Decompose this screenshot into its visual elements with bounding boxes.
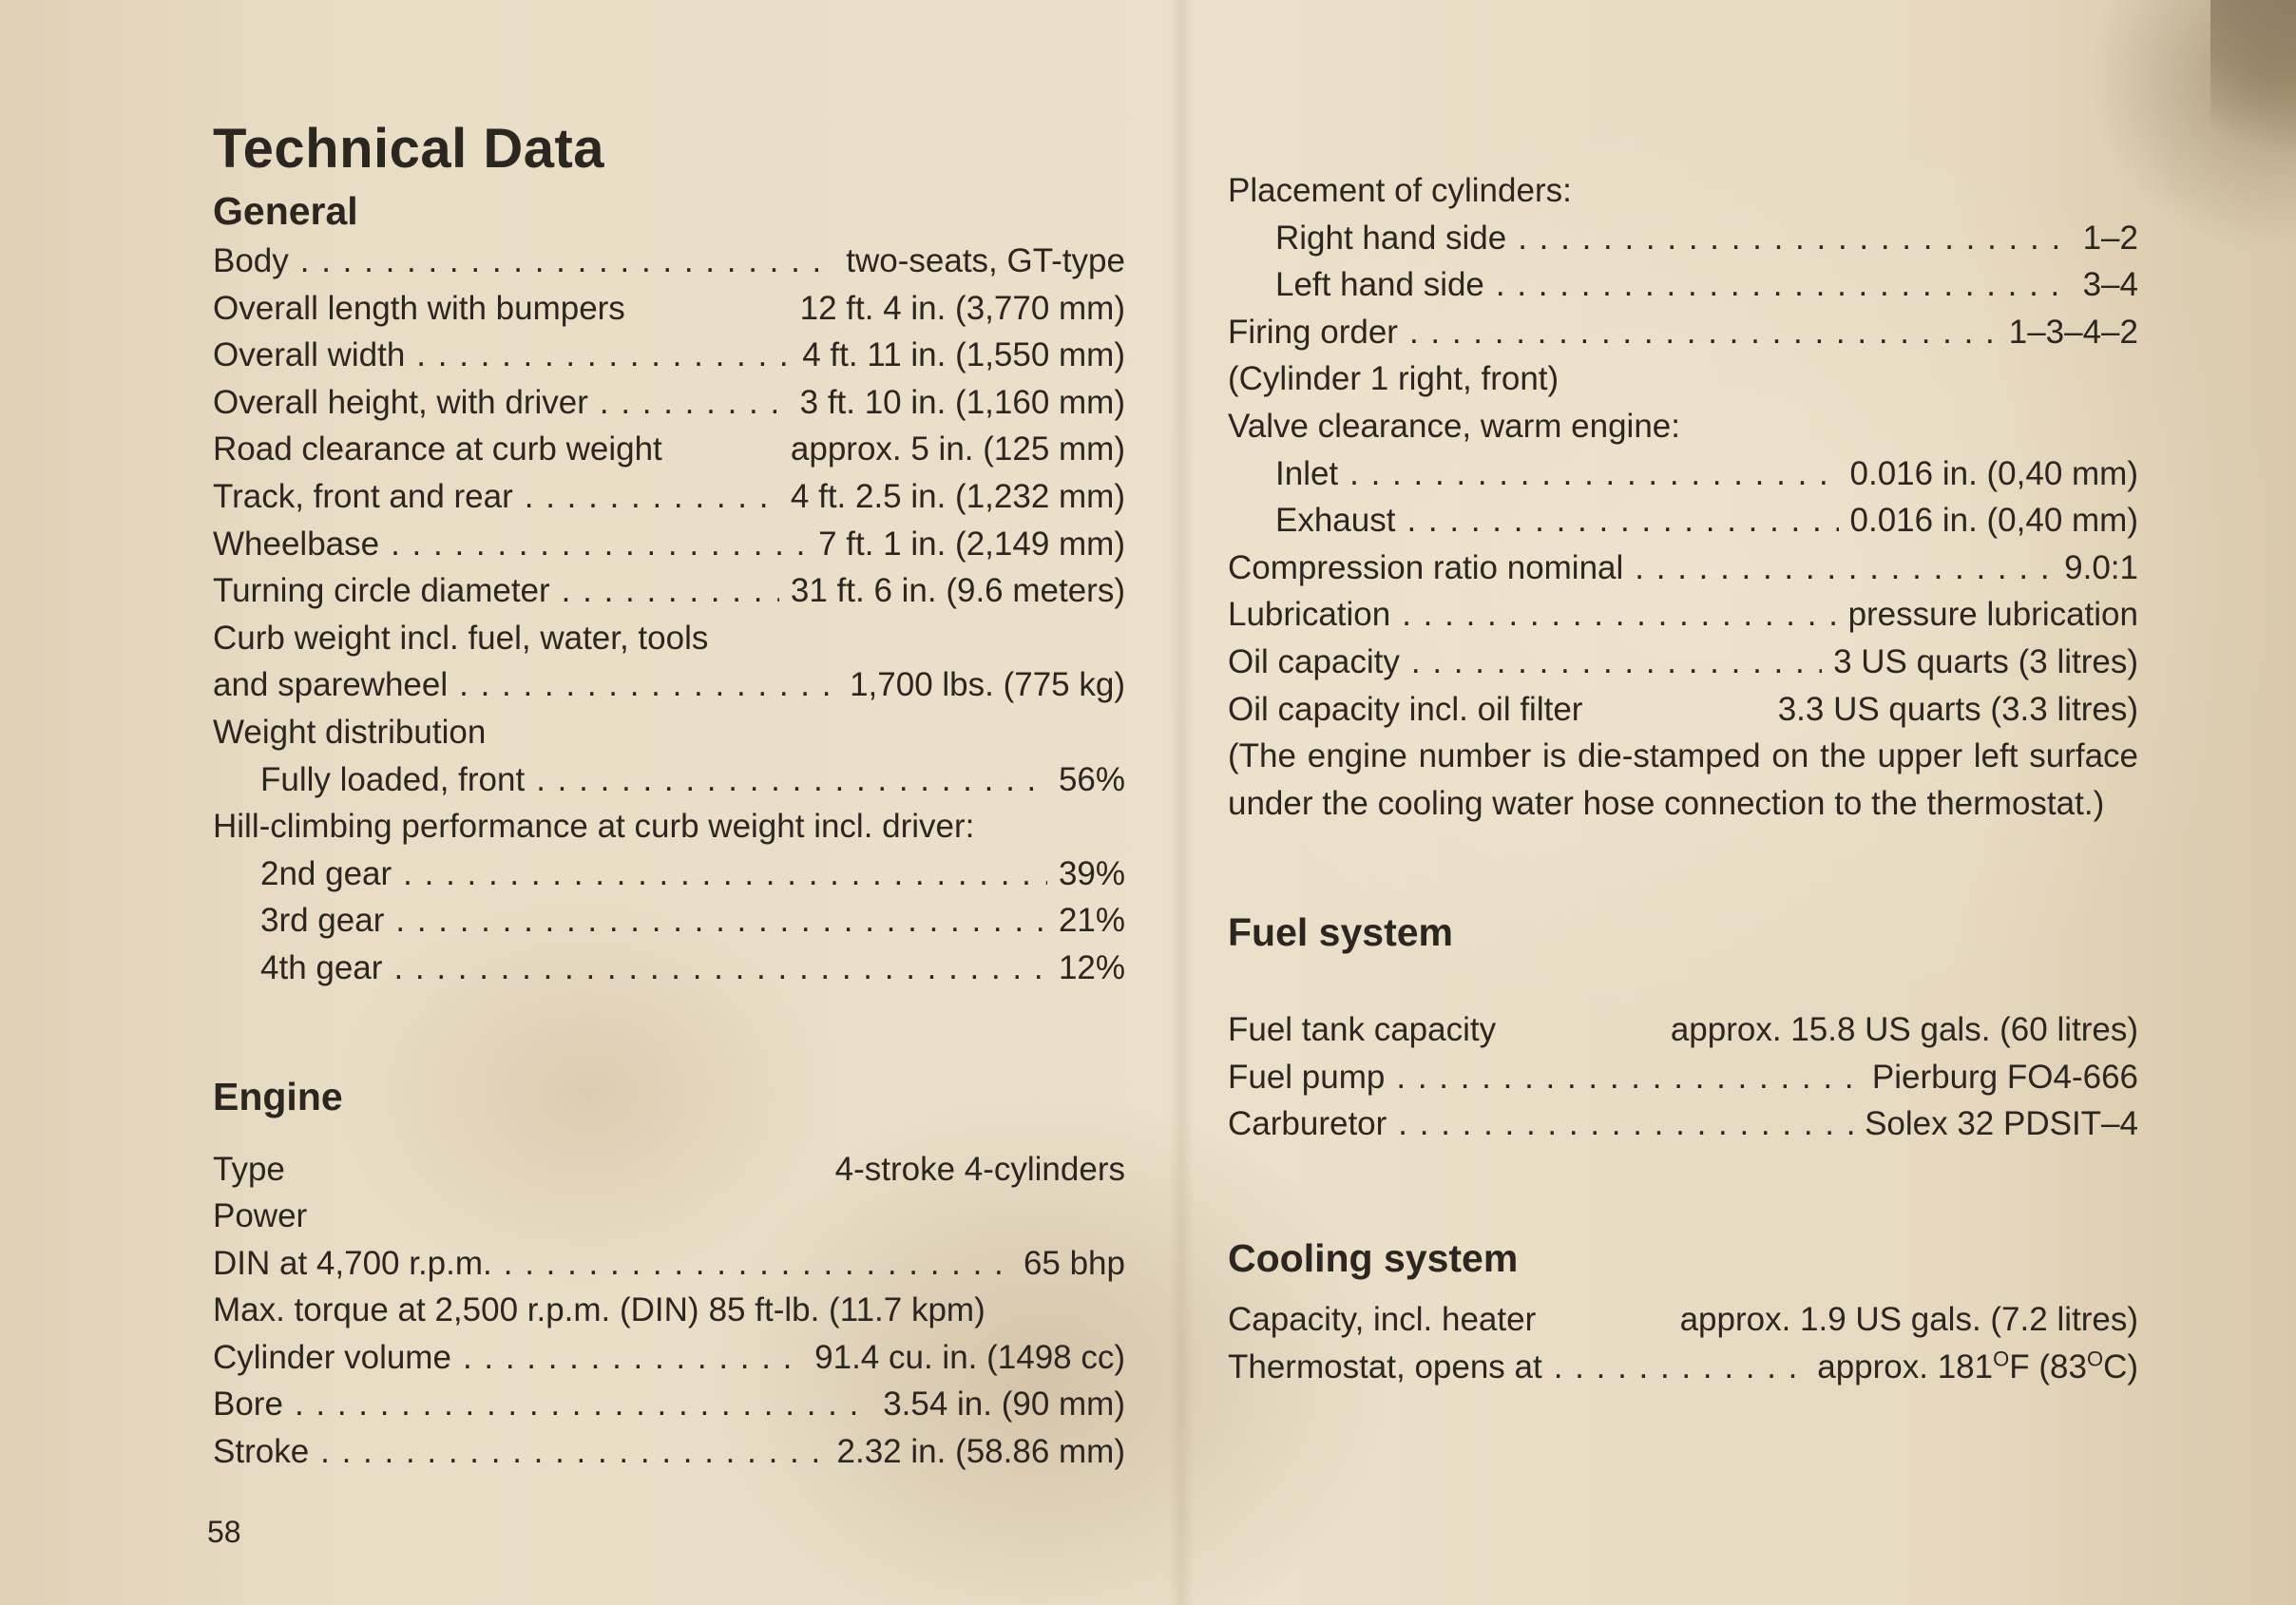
engine-number-note: (The engine number is die-stamped on the upper left surface under the cooling water hose connection to the thermostat.) [1228, 737, 2138, 823]
spec-label: Fuel tank capacity [1228, 1011, 1497, 1049]
spec-row-volume [213, 1334, 1125, 1382]
spec-label: Left hand side [1275, 266, 1484, 304]
spec-value: 3 US quarts (3 litres) [1833, 642, 2138, 680]
spec-value: 4-stroke 4-cylinders [834, 1150, 1125, 1188]
spec-label: Inlet [1275, 454, 1339, 492]
spec-label: Compression ratio nominal [1228, 548, 1624, 586]
spec-row-track [213, 473, 1125, 521]
spec-value: 3–4 [2082, 266, 2138, 304]
spec-value: 91.4 cu. in. (1498 cc) [814, 1338, 1125, 1376]
dot-leader [600, 379, 789, 427]
spec-label: Track, front and rear [213, 477, 513, 515]
left-column [213, 116, 1125, 1476]
spec-row-fuel-pump [1228, 1054, 2138, 1101]
spec-value: approx. 5 in. (125 mm) [790, 430, 1125, 468]
spec-row-height [213, 379, 1125, 427]
spec-row-left-side [1228, 261, 2138, 309]
spec-label: Bore [213, 1385, 283, 1423]
spec-row-gear2 [213, 850, 1125, 898]
dot-leader [562, 567, 779, 615]
spec-row-firing [1228, 309, 2138, 356]
spec-value: 65 bhp [1023, 1244, 1125, 1282]
spec-value: 12 ft. 4 in. (3,770 mm) [799, 289, 1125, 327]
spec-value: 12% [1058, 948, 1125, 986]
degree-symbol: O [2086, 1346, 2104, 1370]
spec-label: Overall width [213, 336, 406, 374]
spec-value: 39% [1058, 854, 1125, 892]
spec-row-oil-capacity [1228, 639, 2138, 686]
page-title: Technical Data [213, 118, 605, 180]
dot-leader [1409, 309, 1998, 356]
dot-leader [536, 756, 1047, 804]
page-number: 58 [207, 1515, 241, 1549]
spec-value: pressure lubrication [1847, 596, 2138, 634]
spec-row-engine-type [213, 1146, 1125, 1194]
spec-value: approx. $181^OF$ $(83^OC)$ [1817, 1346, 2138, 1385]
spec-row-turning [213, 567, 1125, 615]
spec-label: Cylinder volume [213, 1338, 451, 1376]
spec-row-width [213, 332, 1125, 379]
spec-label: Overall length with bumpers [213, 289, 625, 327]
spec-value: 1–2 [2082, 219, 2138, 257]
dot-leader [1554, 1344, 1807, 1391]
dot-leader [1349, 450, 1838, 498]
spec-label: Carburetor [1228, 1105, 1387, 1143]
spec-row-length [213, 285, 1125, 333]
spec-label: Turning circle diameter [213, 572, 550, 610]
dot-leader [1635, 545, 2053, 592]
spec-value: Pierburg FO4-666 [1871, 1058, 2138, 1096]
spec-row-cooling-capacity [1228, 1296, 2138, 1344]
spec-row-inlet [1228, 450, 2138, 498]
dot-leader [403, 850, 1047, 898]
spec-label: 2nd gear [260, 854, 392, 892]
spec-label: Body [213, 242, 289, 279]
spec-value: 56% [1058, 760, 1125, 798]
dot-leader [504, 1240, 1012, 1288]
dot-leader [1406, 497, 1838, 545]
spec-label: Firing order [1228, 313, 1398, 351]
spec-row-thermostat [1228, 1344, 2138, 1391]
right-column [1228, 167, 2138, 1390]
spec-row-lubrication [1228, 591, 2138, 639]
spec-label: Right hand side [1275, 219, 1507, 257]
spec-value: 0.016 in. (0,40 mm) [1849, 502, 2138, 540]
spec-label: DIN at 4,700 r.p.m. [213, 1244, 492, 1282]
spec-label: Fuel pump [1228, 1058, 1386, 1096]
spec-row-fuel-tank [1228, 1006, 2138, 1054]
spec-label: Wheelbase [213, 525, 380, 563]
dot-leader [1496, 261, 2072, 309]
spec-row-right-side [1228, 215, 2138, 262]
section-heading-cooling: Cooling system [1228, 1235, 1519, 1280]
dot-leader [525, 473, 779, 521]
spec-label: Road clearance at curb weight [213, 430, 662, 468]
spec-value: 3.54 in. (90 mm) [883, 1385, 1125, 1423]
dot-leader [1518, 215, 2071, 262]
spec-label: 3rd gear [260, 902, 385, 940]
spec-value: 2.32 in. (58.86 mm) [836, 1433, 1125, 1471]
spec-value: 1,700 lbs. (775 kg) [850, 666, 1125, 704]
dot-leader [1396, 1054, 1860, 1101]
spec-value: 4 ft. 2.5 in. (1,232 mm) [790, 477, 1125, 515]
spec-row-wheelbase [213, 521, 1125, 568]
spec-value: two-seats, GT-type [846, 242, 1125, 279]
dot-leader [295, 1381, 871, 1428]
dot-leader [391, 521, 807, 568]
spec-label: Exhaust [1275, 502, 1396, 540]
dot-leader [1411, 639, 1822, 686]
spec-row-body [213, 238, 1125, 285]
spec-label: Stroke [213, 1433, 310, 1471]
spec-row-gear3 [213, 897, 1125, 945]
dot-leader [1398, 1100, 1853, 1148]
dot-leader [300, 238, 835, 285]
spec-text-weight-distribution: Weight distribution [213, 713, 487, 751]
dot-leader [1402, 591, 1836, 639]
spec-label: and sparewheel [213, 666, 449, 704]
spec-value: 1–3–4–2 [2008, 313, 2138, 351]
spec-label: Capacity, incl. heater [1228, 1300, 1537, 1338]
spec-label: Thermostat, opens at [1228, 1347, 1542, 1385]
spec-row-curb [213, 661, 1125, 709]
section-heading-general: General [213, 189, 358, 233]
spec-value: approx. 15.8 US gals. (60 litres) [1670, 1011, 2138, 1049]
spec-row-exhaust [1228, 497, 2138, 545]
dot-leader [320, 1428, 825, 1476]
spec-value: Solex 32 PDSIT–4 [1865, 1105, 2138, 1143]
spec-text-power: Power [213, 1197, 308, 1235]
dot-leader [393, 945, 1047, 992]
page-fold [1169, 0, 1194, 1605]
spec-row-stroke [213, 1428, 1125, 1476]
section-heading-engine: Engine [213, 1074, 343, 1118]
spec-label: 4th gear [260, 948, 383, 986]
spec-row-gear4 [213, 945, 1125, 992]
spec-value: 21% [1058, 902, 1125, 940]
worn-corner [2210, 0, 2296, 171]
spec-value: 0.016 in. (0,40 mm) [1849, 454, 2138, 492]
spec-row-fully-loaded [213, 756, 1125, 804]
spec-row-compression [1228, 545, 2138, 592]
degree-symbol: O [1993, 1346, 2010, 1370]
spec-row-torque [213, 1287, 1125, 1334]
spec-row-bore [213, 1381, 1125, 1428]
spec-row-clearance [213, 426, 1125, 473]
spec-value: 3.3 US quarts (3.3 litres) [1777, 690, 2138, 728]
spec-label: Oil capacity incl. oil filter [1228, 690, 1583, 728]
spec-text-hill-climbing: Hill-climbing performance at curb weight incl. driver: [213, 808, 975, 846]
spec-label: Lubrication [1228, 596, 1391, 634]
spec-value: 7 ft. 1 in. (2,149 mm) [818, 525, 1125, 563]
spec-value: 9.0:1 [2064, 548, 2138, 586]
spec-row-oil-filter [1228, 686, 2138, 734]
spec-value: 3 ft. 10 in. (1,160 mm) [799, 383, 1125, 421]
spec-value: 4 ft. 11 in. (1,550 mm) [802, 336, 1125, 374]
dot-leader [395, 897, 1047, 945]
spec-text-placement: Placement of cylinders: [1228, 172, 1572, 209]
spec-value: 85 ft-lb. (11.7 kpm) [708, 1291, 985, 1329]
dot-leader [416, 332, 791, 379]
spec-row-carburetor [1228, 1100, 2138, 1148]
spec-label: Overall height, with driver [213, 383, 588, 421]
dot-leader [463, 1334, 803, 1382]
spec-row-din [213, 1240, 1125, 1288]
spec-label: Oil capacity [1228, 642, 1400, 680]
spec-label: Fully loaded, front [260, 760, 526, 798]
dot-leader [459, 661, 838, 709]
spec-text-curb-weight: Curb weight incl. fuel, water, tools [213, 619, 709, 657]
spec-label: Type [213, 1150, 285, 1188]
spec-label: Max. torque at 2,500 r.p.m. (DIN) [213, 1291, 699, 1329]
spec-text-cylinder-note: (Cylinder 1 right, front) [1228, 360, 1559, 398]
spec-value: 31 ft. 6 in. (9.6 meters) [790, 572, 1125, 610]
spec-text-valve: Valve clearance, warm engine: [1228, 407, 1680, 445]
spec-value: approx. 1.9 US gals. (7.2 litres) [1679, 1300, 2138, 1338]
section-heading-fuel: Fuel system [1228, 910, 1453, 955]
